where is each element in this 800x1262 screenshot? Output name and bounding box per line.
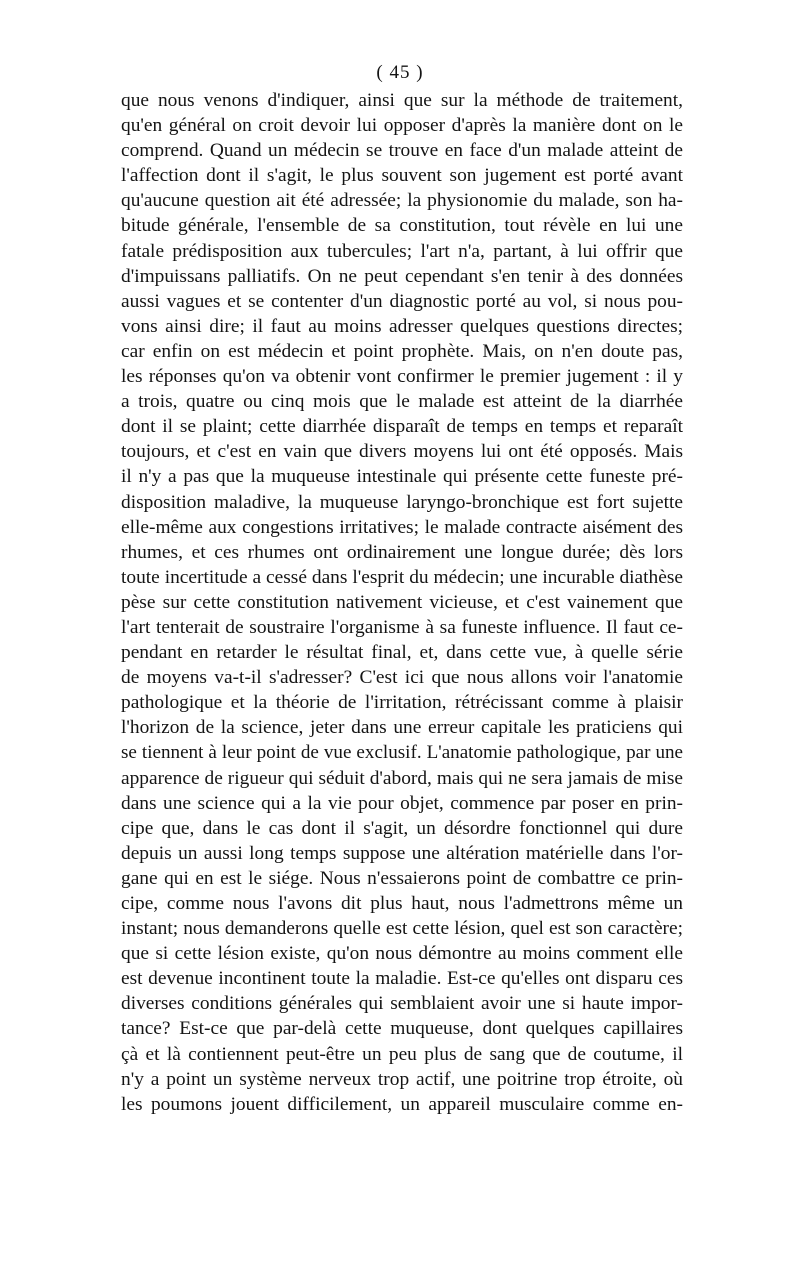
text-line: vons ainsi dire; il faut au moins adresser quelques questions directes; bbox=[121, 315, 683, 337]
text-line: est devenue incontinent toute la maladie. Est-ce qu'elles ont disparu ces bbox=[121, 968, 683, 990]
text-line: que nous venons d'indiquer, ainsi que sur la méthode de traitement, bbox=[121, 90, 683, 111]
text-line: se tiennent à leur point de vue exclusif. L'anatomie pathologique, par une bbox=[121, 742, 683, 764]
text-line: apparence de rigueur qui séduit d'abord, mais qui ne sera jamais de mise bbox=[121, 767, 683, 789]
text-line: tance? Est-ce que par-delà cette muqueuse, dont quelques capillaires bbox=[121, 1018, 683, 1040]
text-line: l'affection dont il s'agit, le plus souvent son jugement est porté avant bbox=[121, 165, 683, 187]
page-number: ( 45 ) bbox=[376, 62, 424, 83]
text-line: qu'aucune question ait été adressée; la physionomie du malade, son ha- bbox=[121, 190, 683, 212]
text-line: car enfin on est médecin et point prophète. Mais, on n'en doute pas, bbox=[121, 340, 683, 362]
text-line: diverses conditions générales qui semblaient avoir une si haute impor- bbox=[121, 993, 683, 1015]
text-line: l'horizon de la science, jeter dans une erreur capitale les praticiens qui bbox=[121, 717, 683, 739]
text-line: l'art tenterait de soustraire l'organisme à sa funeste influence. Il faut ce- bbox=[121, 616, 683, 638]
text-line: instant; nous demanderons quelle est cette lésion, quel est son caractère; bbox=[121, 918, 683, 940]
text-line: a trois, quatre ou cinq mois que le malade est atteint de la diarrhée bbox=[121, 391, 683, 413]
text-line: cipe, comme nous l'avons dit plus haut, nous l'admettrons même un bbox=[121, 893, 683, 914]
text-line: cipe que, dans le cas dont il s'agit, un désordre fonctionnel qui dure bbox=[121, 817, 683, 839]
text-line: pathologique et la théorie de l'irritation, rétrécissant comme à plaisir bbox=[121, 692, 683, 714]
text-line: qu'en général on croit devoir lui opposer d'après la manière dont on le bbox=[121, 115, 683, 137]
text-line: gane qui en est le siége. Nous n'essaierons point de combattre ce prin- bbox=[121, 867, 683, 889]
text-line: fatale prédisposition aux tubercules; l'art n'a, partant, à lui offrir que bbox=[121, 240, 683, 262]
text-line: n'y a point un système nerveux trop actif, une poitrine trop étroite, où bbox=[121, 1068, 683, 1090]
text-line: elle-même aux congestions irritatives; le malade contracte aisément des bbox=[121, 516, 683, 538]
text-line: les poumons jouent difficilement, un appareil musculaire comme en- bbox=[121, 1093, 683, 1115]
text-line: pèse sur cette constitution nativement vicieuse, et c'est vainement que bbox=[121, 591, 683, 613]
text-line: depuis un aussi long temps suppose une altération matérielle dans l'or- bbox=[121, 842, 683, 864]
text-line: çà et là contiennent peut-être un peu plus de sang que de coutume, il bbox=[121, 1043, 683, 1065]
text-line: toute incertitude a cessé dans l'esprit du médecin; une incurable diathèse bbox=[121, 566, 683, 588]
text-line: dont il se plaint; cette diarrhée disparaît de temps en temps et reparaît bbox=[121, 416, 683, 438]
body-text bbox=[121, 88, 683, 1117]
text-line: dans une science qui a la vie pour objet, commence par poser en prin- bbox=[121, 792, 683, 814]
text-line: il n'y a pas que la muqueuse intestinale qui présente cette funeste pré- bbox=[121, 466, 683, 488]
text-line: rhumes, et ces rhumes ont ordinairement une longue durée; dès lors bbox=[121, 541, 683, 563]
text-line: disposition maladive, la muqueuse laryngo-bronchique est fort sujette bbox=[121, 491, 683, 513]
text-line: de moyens va-t-il s'adresser? C'est ici que nous allons voir l'anatomie bbox=[121, 667, 683, 689]
text-line: pendant en retarder le résultat final, et, dans cette vue, à quelle série bbox=[121, 642, 683, 664]
text-line: toujours, et c'est en vain que divers moyens lui ont été opposés. Mais bbox=[121, 441, 683, 463]
text-line: bitude générale, l'ensemble de sa constitution, tout révèle en lui une bbox=[121, 215, 683, 237]
text-line: les réponses qu'on va obtenir vont confirmer le premier jugement : il y bbox=[121, 366, 683, 388]
text-line: aussi vagues et se contenter d'un diagnostic porté au vol, si nous pou- bbox=[121, 290, 683, 312]
text-line: comprend. Quand un médecin se trouve en face d'un malade atteint de bbox=[121, 140, 683, 162]
text-line: d'impuissans palliatifs. On ne peut cependant s'en tenir à des données bbox=[121, 265, 683, 287]
text-line: que si cette lésion existe, qu'on nous démontre au moins comment elle bbox=[121, 943, 683, 965]
